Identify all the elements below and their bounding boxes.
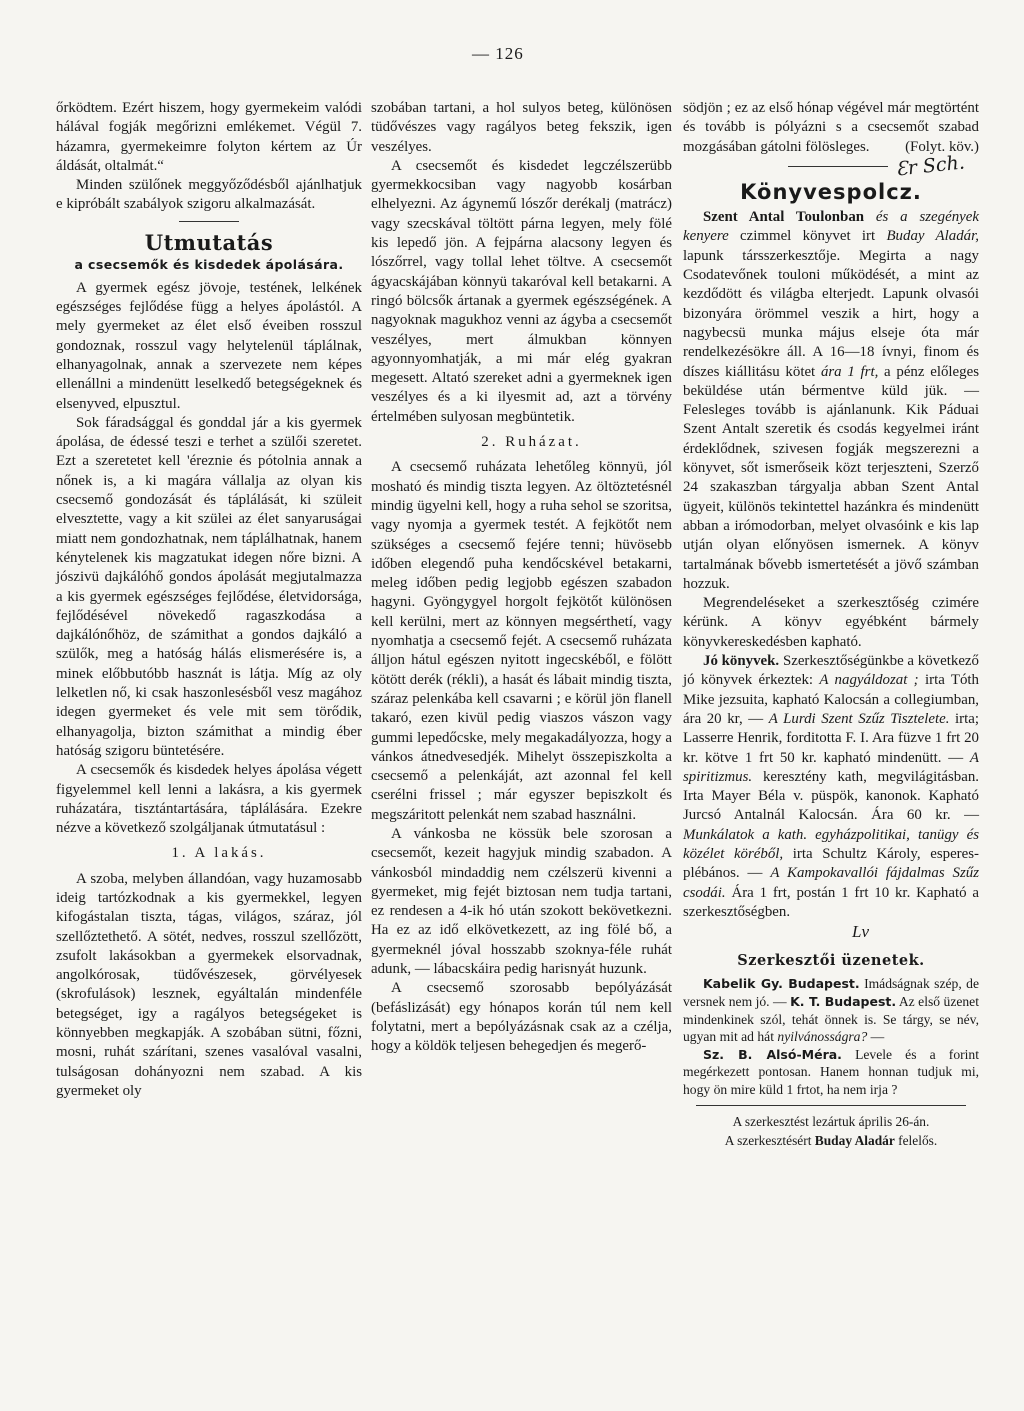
col2-paragraph-1: szobában tartani, a hol sulyos beteg, különösen tüdővészes vagy ragályos beteg fekszik, igen veszélyes.	[371, 100, 672, 155]
author-signature-1: Ɛr Sch.	[895, 151, 966, 181]
editor-notes	[683, 975, 979, 1098]
col3-paragraph-1: södjön ; ez az első hónap végével már megtörtént és tovább is pólyázni s a csecsemőt szabad mozgásában gátolni fölösleges. (Folyt. köv.)	[683, 99, 979, 157]
col2-paragraph-2: A csecsemőt és kisdedet legczélszerübb gyermekkocsiban vagy nagyobb kosárban elhelyezni. Az ágynemű lószőr derékalj (matrácz) vagy szecskával töltött párna legyen, mely fölé kis lepedő jön. A fejpárna alacsony legyen és lószőrrel, vagy tollal lehet töltve. A csecsemőt ágyacskájában könnyü takaróval kell betakarni. A ringó bölcsők ártanak a gyermek egészségének. A nagyoknak magukhoz venni az ágyba a csecsemőt veszélyes, mert álmukban könnyen agyonnyomhatják, a mi már elég gyakran megesett. Altató szereket adni a gyermeknek igen veszélyes és a ki ilyesmit ad, azt a törvény értelmében sulyosan megbüntetik.	[371, 157, 672, 425]
signature-dash	[788, 166, 888, 167]
page-number: — 126	[472, 44, 524, 63]
col1-paragraph-1: őrködtem. Ezért hiszem, hogy gyermekeim valódi hálával fogják megőrizni emlékemet. Végül 7. házamra, gyermekeimre folyton kértem az Úr áldását, oltalmát.“	[56, 100, 362, 174]
col3-good-books: Jó könyvek. Szerkesztőségünkbe a következő jó könyvek érkeztek: A nagyáldozat ; irta Tóth Mike jezsuita, kapható Kalocsán a collegiumban, ára 20 kr, — A Lurdi Szent Szűz Tisztelete. irta; Lasserre Henrik, forditotta F. I. Ara füzve 1 frt 20 kr. kötve 1 frt 50 kr. kapható mindenütt. — A spiritizmus. keresztény kath, megvilágitásban. Irta Mayer Béla v. püspök, kanonok. Kapható Jurcsó Antalnál Kalocsán. Ára 60 kr. — Munkálatok a kath. egyházpolitikai, tanügy és közélet köréből, irta Schultz Károly, esperes-plébános. — A Kampokavallói fájdalmas Szűz csodái. Ára 1 frt, postán 1 frt 10 kr. Kapható a szerkesztőségben.	[683, 653, 979, 920]
continued-note: (Folyt. köv.)	[905, 138, 979, 155]
col2-paragraph-5: A csecsemő szorosabb bepólyázását (befáslizását) egy hónapos korán túl nem kell folytatni, mert a bepólyázásnak csak az a czélja, hogy a köldök teljesen behegedjen és megerő-	[371, 980, 672, 1055]
col1-paragraph-6: A szoba, melyben állandóan, vagy huzamosabb ideig tartózkodnak a kis gyermekkel, legyen kifogástalan tiszta, tágas, világos, száraz, jól szellőztethető. A sötét, nedves, rosszul szellőzött, zsufolt lakásokban a gyermekek elsorvadnak, angolkórosak, tüdővészesek, görvélyesek (skrofulások) lesznek, egyáltalán mindenféle betegséget, igy a ragályos betegségeket is könnyebben megkapják. A szobában sütni, főzni, mosni, ruhát szárítani, szenes vasalóval vasalni, tulságosan dohányozni nem szabad. A kis gyermeket oly	[56, 870, 362, 1099]
section-title-uzenetek: Szerkesztői üzenetek.	[737, 952, 925, 970]
divider	[696, 1105, 966, 1106]
author-signature-2: Lv	[852, 922, 869, 942]
col1-paragraph-3: A gyermek egész jövoje, testének, lelkének egészséges fejlődése függ a helyes ápolástól. A mely gyermeket az élet első éveiben rosszul gondoznak, rosszul vagy helytelenül táplálnak, elhanyagolnak, annak a szervezete nem képes ellenállni a mindenütt leselkedő betegségeknek és elsenyved, elpusztul.	[56, 279, 362, 412]
section-heading-ruhazat: 2. Ruházat.	[481, 434, 582, 451]
column-1	[56, 99, 362, 1101]
col1-paragraph-5: A csecsemők és kisdedek helyes ápolása végett figyelemmel kell lenni a lakásra, a kis gyermek ruházatára, tisztántartására, táplálására. Ezekre nézve a következő szolgáljanak útmutatásul :	[56, 762, 362, 837]
article-title: Utmutatás	[144, 229, 274, 255]
divider	[179, 221, 239, 222]
column-2	[371, 99, 672, 1057]
section-title-konyvespolcz: Könyvespolcz.	[740, 180, 922, 205]
col1-paragraph-2: Minden szülőnek meggyőződésből ajánlhatjuk e kipróbált szabályok szigoru alkalmazását.	[56, 177, 362, 213]
col1-paragraph-4: Sok fáradsággal és gonddal jár a kis gyermek ápolása, de édessé teszi e terhet a szülői szeretet. Ezt a szeretetet kell 'éreznie és pótolnia annak a nőnek is, a ki magára vállalja az olyan kis csecsemő gondozását és táplálását, ki szüleit elvesztette, vagy a kit szülei az élet sanyaruságai miatt nem gondozhatnak, nem táplálhatnak, hanem kénytelenek kis magzatukat idegen nőre bizni. A jószivü dajkálóhő gondos ápolását megjutalmazza a kis gyermek egészséges fejlődése, életvidorsága, fejlődésével növekedő ragaszkodása a dajkálónőhöz, de számithat a gondos dajkáló a szülők, meg a hatóság hálás elismerésére is, a minek előbbutóbb hasznát is látja. Míg az oly lelketlen nő, ki csak haszonlesésből vesz magához idegen gyermeket és vele mit sem törődik, elhanyagolja, bizton számithat a mindig éber hatóság szigoru büntetésére.	[56, 414, 362, 759]
col2-paragraph-3: A csecsemő ruházata lehetőleg könnyü, jól mosható és mindig tiszta legyen. Az öltöztetésnél mindig ügyelni kell, hogy a ruha sehol se szoritsa, vagy nyomja a gyermek testét. A fejkötőt nem szükséges a csecsemő fejére tenni; hüvösebb időben elegendő puha kendőcskével betakarni, meleg időben pedig legjobb egészen szabadon hagyni. Gyöngygyel horgolt fejkötőt különösen kell kerülni, mert az könnyen megsérthetí, vagy nyomhatja a csecsemő fejét. A csecsemő ruházata álljon hátul egészen nyitott ingecskéből, e fölött kötött derék (rékli), a hasát és lábait mindig tiszta, száraz pelenkába kell csavarni ; e körül jön flanell takaró, ezen kivül pedig viaszos vászon vagy gummi lepedőcske, mely megakadályozza, hogy a vánkos átnedvesedjék. Mihelyt összepiszkolta a csecsemő a pelenkáját, azt azonnal fel kell cserélni frissel ; már egyszer bepiszkolt és megszáritott pelenkát nem szabad használni.	[371, 459, 672, 823]
column-3	[683, 99, 979, 1150]
closing-date: A szerkesztést lezártuk április 26-án.	[732, 1113, 930, 1129]
col3-book-review: Szent Antal Toulonban és a szegények kenyere czimmel könyvet irt Buday Aladár, lapunk társszerkesztője. Megirta a nagy Csodatevőnek touloni működését, a mint az kezdődött és világba elterjedt. Lapunk olvasói bizonyára örömmel veszik a hirt, hogy a nagybecsü munka május elseje óta már rendelkezésökre áll. A 16—18 ívnyi, finom és díszes kiállitásu kötet ára 1 frt, a pénz előleges beküldése után bérmentve küld jük. — Felesleges tovább is ajánlanunk. Kik Páduai Szent Antalt szeretik és csodás kegyelmei iránt érdeklődnek, szivesen fogják megszerezni a könyvet, sőt ismerőseik közt terjeszteni, Szerző 24 szakaszban tárgyalja abban Szent Antal ügyeit, különös tekintettel hazánkra és mindenütt abban a irómodorban, melyet olvasóink e kis lap utján olyan előnyösen ismernek. A könyv tartalmának bővebb ismertetését a jövő számban hozzuk.	[683, 209, 979, 592]
responsible-editor: A szerkesztésért Buday Aladár felelős.	[724, 1132, 938, 1148]
section-heading-lakas: 1. A lakás.	[171, 845, 267, 862]
editor-note: Kabelik Gy. Budapest. Imádságnak szép, de versnek nem jó. — K. T. Budapest. Az első üzenet mindenkinek szól, tehát önnek is. Se tárgy, se név, ugyan mit ad hát nyilvánosságra? —	[683, 976, 979, 1045]
col2-paragraph-4: A vánkosba ne kössük bele szorosan a csecsemőt, kezeit hagyjuk mindig szabadon. A vánkosból mindaddig nem czélszerü kivenni a gyermeket, mig fejét biztosan nem tudja tartani, ez rendesen a 4-ik hó után szokott bekövetkezni. Ha ez az idő elkövetkezett, az ing fölé bő, a gyermeknél jóval hosszabb szoknya-féle ruhát adunk, — lábacskáira pedig harisnyát huzunk.	[371, 825, 672, 978]
article-subtitle: a csecsemők és kisdedek ápolására.	[74, 256, 344, 272]
col3-order-note: Megrendeléseket a szerkesztőség czimére kérünk. A könyv egyébként bármely könyvkereskedésben kapható.	[683, 595, 979, 650]
editor-note: Sz. B. Alsó-Méra. Levele és a forint megérkezett pontosan. Hanem honnan tudjuk mi, hogy ön mire küld 1 frtot, ha nem irja ?	[683, 1046, 979, 1098]
signature-line	[683, 151, 979, 181]
